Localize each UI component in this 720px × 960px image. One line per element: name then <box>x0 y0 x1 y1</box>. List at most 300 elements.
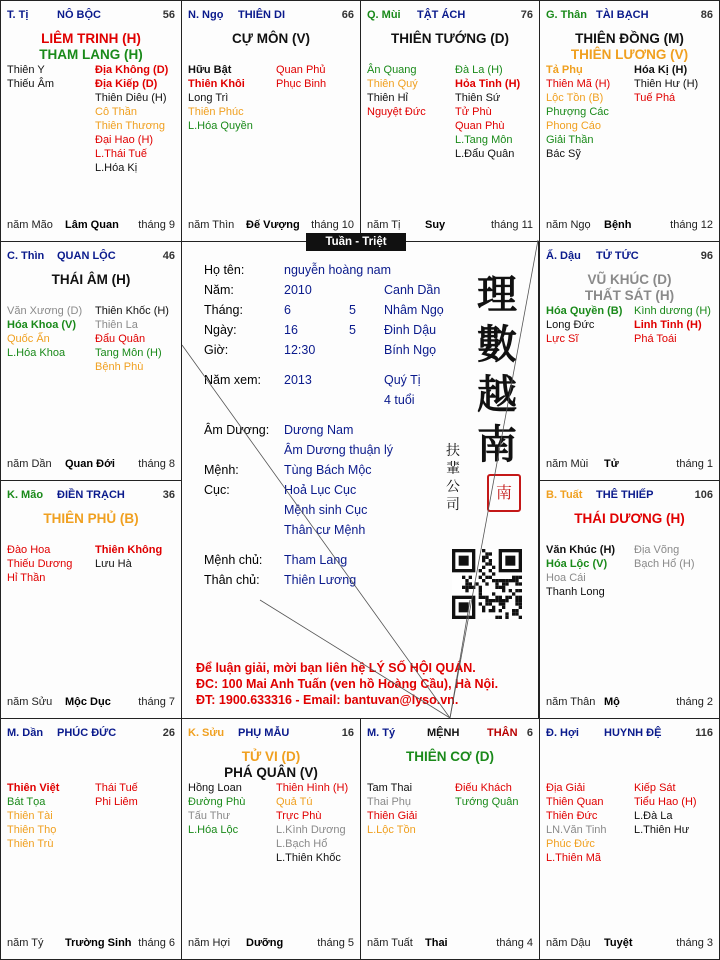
palace-year: năm Tý <box>7 937 44 949</box>
minor-star: Đà La (H) <box>455 64 503 76</box>
palace-stage: Mộ <box>604 696 620 708</box>
info-value: 16 <box>284 323 298 337</box>
star-column-right <box>95 63 182 175</box>
info-value: Dương Nam <box>284 423 354 437</box>
minor-star: L.Thiên Khốc <box>276 852 341 864</box>
palace-header <box>546 727 713 741</box>
palace-month: tháng 6 <box>138 937 175 949</box>
info-value: 2010 <box>284 283 312 297</box>
minor-star: Quan Phù <box>455 120 505 132</box>
palace-footer <box>188 937 354 951</box>
contact-line: ĐC: 100 Mai Anh Tuấn (ven hồ Hoàng Cầu), Hà Nội. <box>196 677 499 691</box>
palace-month: tháng 2 <box>676 696 713 708</box>
info-lunar-value: 5 <box>349 323 356 337</box>
palace-cell-thin[interactable] <box>0 241 182 481</box>
tuan-triet-label: Tuần - Triệt <box>306 233 406 251</box>
star-column-left <box>7 781 95 851</box>
palace-stage: Bệnh <box>604 219 632 231</box>
info-canchi: Bính Ngọ <box>384 343 437 357</box>
minor-star: Thiên Trù <box>7 838 54 850</box>
info-value: Thiên Lương <box>284 573 357 587</box>
minor-star: Hoa Cái <box>546 572 586 584</box>
palace-header <box>546 250 713 264</box>
minor-star: Thiếu Dương <box>7 558 73 570</box>
minor-star: Thiên Giải <box>367 810 418 822</box>
palace-name: TỬ TỨC <box>596 250 639 262</box>
minor-star: LN.Văn Tinh <box>546 824 607 836</box>
star-column-left <box>546 63 634 161</box>
info-label: Tháng: <box>204 303 243 317</box>
contact-line: ĐT: 1900.633316 - Email: bantuvan@lyso.vn. <box>196 693 459 707</box>
minor-star: Thiếu Âm <box>7 78 55 90</box>
info-value: 12:30 <box>284 343 316 357</box>
palace-branch: K. Sửu <box>188 727 225 739</box>
minor-star: L.Đẩu Quân <box>455 148 515 160</box>
palace-age: 86 <box>700 9 713 21</box>
palace-stage: Thai <box>425 937 448 949</box>
palace-header <box>7 9 175 23</box>
palace-branch: K. Mão <box>7 489 44 501</box>
palace-age: 116 <box>695 727 713 739</box>
palace-month: tháng 7 <box>138 696 175 708</box>
minor-star: Thiên Khôi <box>188 78 245 90</box>
palace-header <box>7 727 175 741</box>
palace-name: MỆNH <box>427 727 460 739</box>
minor-star: Hóa Khoa (V) <box>7 319 77 331</box>
palace-cell-ti[interactable] <box>360 718 540 960</box>
calligraphy-char: 數 <box>477 321 517 368</box>
palace-footer <box>367 219 533 233</box>
minor-star: L.Thái Tuế <box>95 148 147 160</box>
palace-footer <box>367 937 533 951</box>
minor-star: Trực Phù <box>276 810 322 822</box>
info-value: 2013 <box>284 373 312 387</box>
minor-star: Bác Sỹ <box>546 148 581 160</box>
info-value: Mệnh sinh Cục <box>284 503 368 517</box>
minor-star: Hóa Quyền (B) <box>546 305 623 317</box>
minor-star: Lực Sĩ <box>546 333 579 345</box>
minor-star: L.Hóa Kị <box>95 162 138 174</box>
main-stars <box>540 31 719 63</box>
center-info-panel <box>181 241 539 719</box>
star-column-left <box>546 304 634 346</box>
minor-star: Hóa Kị (H) <box>634 64 688 76</box>
minor-star: Phá Toái <box>634 333 677 345</box>
minor-star: L.Hóa Lộc <box>188 824 239 836</box>
palace-stage: Suy <box>425 219 446 231</box>
main-stars <box>1 511 181 527</box>
small-char: 公 <box>446 479 460 495</box>
palace-age: 76 <box>520 9 533 21</box>
main-stars <box>361 31 539 47</box>
palace-footer <box>7 696 175 710</box>
palace-name: QUAN LỘC <box>57 250 116 262</box>
palace-name: THÊ THIẾP <box>596 489 654 501</box>
minor-star: Điếu Khách <box>455 782 512 794</box>
palace-footer <box>7 458 175 472</box>
main-star: TỬ VI (D) <box>241 749 301 764</box>
palace-branch: Ấ. Dậu <box>546 250 581 262</box>
minor-star: Thanh Long <box>546 586 605 598</box>
palace-footer <box>546 458 713 472</box>
info-value: Hoả Lục Cục <box>284 483 357 497</box>
calligraphy-char: 理 <box>477 271 517 318</box>
minor-star: L.Hóa Khoa <box>7 347 66 359</box>
minor-star: Thiên Phúc <box>188 106 244 118</box>
minor-star: Hỉ Thần <box>7 572 46 584</box>
main-star: PHÁ QUÂN (V) <box>224 765 318 780</box>
minor-star: Long Trì <box>188 92 229 104</box>
palace-month: tháng 1 <box>676 458 713 470</box>
palace-month: tháng 10 <box>311 219 354 231</box>
minor-star: Thai Phụ <box>367 796 412 808</box>
palace-year: năm Mùi <box>546 458 589 470</box>
main-star: THAM LANG (H) <box>39 47 143 62</box>
minor-star: Tướng Quân <box>455 796 519 808</box>
palace-branch: N. Ngọ <box>188 9 224 21</box>
info-lunar-value: 5 <box>349 303 356 317</box>
minor-star: L.Lộc Tồn <box>367 824 416 836</box>
palace-footer <box>7 219 175 233</box>
main-star: THÁI DƯƠNG (H) <box>574 511 685 526</box>
minor-star: Nguyệt Đức <box>367 106 426 118</box>
palace-age: 46 <box>162 250 175 262</box>
minor-star: Bệnh Phù <box>95 361 144 373</box>
minor-star: Địa Kiếp (D) <box>95 78 158 90</box>
minor-star: Hỏa Tinh (H) <box>455 78 521 90</box>
minor-star: Hữu Bật <box>188 64 232 76</box>
palace-stage: Tử <box>604 458 619 470</box>
star-column-left <box>7 63 95 91</box>
minor-star: Hóa Lộc (V) <box>546 558 608 570</box>
palace-stage: Tuyệt <box>604 937 633 949</box>
palace-cell-ty[interactable] <box>0 0 182 242</box>
star-column-right <box>95 543 182 571</box>
palace-month: tháng 8 <box>138 458 175 470</box>
palace-age: 26 <box>162 727 175 739</box>
star-column-right <box>455 63 540 161</box>
info-label: Thân chủ: <box>204 573 260 587</box>
minor-star: Đường Phù <box>188 796 246 808</box>
palace-name: PHỤ MẪU <box>238 727 290 739</box>
star-column-left <box>367 781 455 837</box>
minor-star: Thiên Hư (H) <box>634 78 699 90</box>
info-label: Mệnh chủ: <box>204 553 263 567</box>
palace-branch: C. Thìn <box>7 250 45 262</box>
palace-year: năm Sửu <box>7 696 53 708</box>
palace-header <box>367 9 533 23</box>
palace-name: ĐIỀN TRẠCH <box>57 489 125 501</box>
small-char: 輩 <box>446 461 460 477</box>
palace-age: 6 <box>526 727 533 739</box>
minor-star: Thiên Khốc (H) <box>95 305 169 317</box>
main-star: LIÊM TRINH (H) <box>41 31 141 46</box>
palace-year: năm Ngọ <box>546 219 591 231</box>
info-value: Tham Lang <box>284 553 348 567</box>
minor-star: Lưu Hà <box>95 558 132 570</box>
palace-month: tháng 4 <box>496 937 533 949</box>
minor-star: L.Kình Dương <box>276 824 346 836</box>
info-canchi: Canh Dần <box>384 283 441 297</box>
red-seal-stamp: 南 <box>487 474 521 512</box>
minor-star: Quốc Ấn <box>7 333 50 345</box>
palace-stage: Dưỡng <box>246 937 284 949</box>
palace-cell-ngo[interactable] <box>181 0 361 242</box>
palace-name: NÔ BỘC <box>57 9 101 21</box>
palace-name: PHÚC ĐỨC <box>57 727 117 739</box>
palace-year: năm Mão <box>7 219 53 231</box>
palace-age: 36 <box>162 489 175 501</box>
info-label: Mệnh: <box>204 463 239 477</box>
palace-name: TÀI BẠCH <box>596 9 649 21</box>
minor-star: Phục Binh <box>276 78 327 90</box>
palace-age: 16 <box>341 727 354 739</box>
minor-star: Thiên La <box>95 319 138 331</box>
palace-stage: Đế Vượng <box>246 219 300 231</box>
minor-star: Địa Không (D) <box>95 64 169 76</box>
minor-star: L.Đà La <box>634 810 673 822</box>
star-column-left <box>188 63 276 133</box>
main-star: THẤT SÁT (H) <box>584 288 675 303</box>
palace-header <box>188 9 354 23</box>
palace-cell-dan[interactable] <box>0 718 182 960</box>
minor-star: L.Hóa Quyền <box>188 120 253 132</box>
minor-star: Thiên Đức <box>546 810 598 822</box>
info-value: 6 <box>284 303 291 317</box>
main-stars <box>540 511 719 527</box>
than-marker: THÂN <box>487 727 518 739</box>
minor-star: Quả Tú <box>276 796 313 808</box>
minor-star: Tả Phụ <box>546 64 583 76</box>
palace-age: 66 <box>341 9 354 21</box>
palace-year: năm Thìn <box>188 219 235 231</box>
minor-star: Bát Tọa <box>7 796 46 808</box>
palace-year: năm Tuất <box>367 937 413 949</box>
palace-header <box>7 250 175 264</box>
star-column-right <box>634 781 720 837</box>
minor-star: Thiên Tài <box>7 810 53 822</box>
main-star: THIÊN CƠ (D) <box>405 749 494 764</box>
minor-star: Bạch Hổ (H) <box>634 558 695 570</box>
palace-stage: Trường Sinh <box>65 937 132 949</box>
info-canchi: 4 tuổi <box>384 393 415 407</box>
info-label: Cục: <box>204 483 230 497</box>
main-star: THIÊN TƯỚNG (D) <box>391 31 509 46</box>
minor-star: Linh Tinh (H) <box>634 319 702 331</box>
minor-star: Phượng Các <box>546 106 609 118</box>
palace-year: năm Dần <box>7 458 52 470</box>
calligraphy-char: 越 <box>477 371 517 418</box>
palace-year: năm Dậu <box>546 937 591 949</box>
minor-star: Tuế Phá <box>634 92 676 104</box>
minor-star: Thiên Sứ <box>455 92 501 104</box>
minor-star: Địa Võng <box>634 544 680 556</box>
contact-line: Để luận giải, mời bạn liên hệ LÝ SỐ HỘI QUÁN. <box>196 661 476 675</box>
star-column-left <box>7 543 95 585</box>
main-stars <box>540 272 719 304</box>
star-column-right <box>634 304 720 346</box>
main-star: THIÊN PHỦ (B) <box>43 511 139 526</box>
palace-cell-mui[interactable] <box>360 0 540 242</box>
palace-branch: T. Tị <box>7 9 29 21</box>
calligraphy-text <box>472 270 522 470</box>
palace-branch: Q. Mùi <box>367 9 401 21</box>
star-column-right <box>95 304 182 374</box>
minor-star: L.Thiên Hư <box>634 824 690 836</box>
info-label: Ngày: <box>204 323 237 337</box>
minor-star: Quan Phủ <box>276 64 326 76</box>
minor-star: Văn Khúc (H) <box>546 544 616 556</box>
info-canchi: Quý Tị <box>384 373 421 387</box>
minor-star: Phi Liêm <box>95 796 138 808</box>
palace-branch: M. Tý <box>367 727 396 739</box>
main-star: THÁI ÂM (H) <box>51 272 131 287</box>
minor-star: Lộc Tồn (B) <box>546 92 604 104</box>
info-value: nguyễn hoàng nam <box>284 263 392 277</box>
star-column-left <box>546 543 634 599</box>
star-column-right <box>95 781 182 809</box>
star-column-right <box>276 781 361 865</box>
palace-month: tháng 9 <box>138 219 175 231</box>
star-column-right <box>634 63 720 105</box>
palace-footer <box>7 937 175 951</box>
palace-stage: Lâm Quan <box>65 219 119 231</box>
palace-cell-hoi[interactable] <box>539 718 720 960</box>
star-column-left <box>367 63 455 119</box>
palace-footer <box>546 219 713 233</box>
main-star: VŨ KHÚC (D) <box>587 272 672 287</box>
calligraphy-char: 南 <box>477 421 517 468</box>
palace-month: tháng 3 <box>676 937 713 949</box>
minor-star: Thiên Quý <box>367 78 418 90</box>
palace-header <box>546 489 713 503</box>
minor-star: Thiên Y <box>7 64 45 76</box>
minor-star: Hồng Loan <box>188 782 242 794</box>
star-column-right <box>455 781 540 809</box>
palace-branch: G. Thân <box>546 9 587 21</box>
info-value: Âm Dương thuận lý <box>284 443 393 457</box>
minor-star: Tiểu Hao (H) <box>634 796 697 808</box>
main-star: THIÊN LƯƠNG (V) <box>570 47 689 62</box>
main-stars <box>361 749 539 765</box>
minor-star: Ân Quang <box>367 64 417 76</box>
star-column-right <box>276 63 361 91</box>
palace-cell-tuat[interactable] <box>539 480 720 719</box>
palace-footer <box>546 696 713 710</box>
minor-star: Tang Môn (H) <box>95 347 162 359</box>
info-canchi: Nhâm Ngọ <box>384 303 444 317</box>
minor-star: Thái Tuế <box>95 782 138 794</box>
minor-star: Thiên Thọ <box>7 824 57 836</box>
main-star: CỰ MÔN (V) <box>232 31 310 46</box>
minor-star: L.Thiên Mã <box>546 852 602 864</box>
palace-branch: M. Dần <box>7 727 44 739</box>
minor-star: Thiên Thương <box>95 120 166 132</box>
palace-name: HUYNH ĐỆ <box>604 727 662 739</box>
info-canchi: Đinh Dậu <box>384 323 437 337</box>
palace-month: tháng 5 <box>317 937 354 949</box>
minor-star: Tấu Thư <box>188 810 231 822</box>
palace-year: năm Tị <box>367 219 401 231</box>
main-stars <box>182 31 360 47</box>
palace-name: THIÊN DI <box>238 9 286 21</box>
minor-star: L.Bạch Hổ <box>276 838 328 850</box>
palace-header <box>546 9 713 23</box>
palace-header <box>188 727 354 741</box>
minor-star: Tam Thai <box>367 782 413 794</box>
minor-star: Phúc Đức <box>546 838 595 850</box>
minor-star: Thiên Hỉ <box>367 92 408 104</box>
main-stars <box>1 272 181 288</box>
small-char: 扶 <box>446 443 460 459</box>
palace-cell-suu[interactable] <box>181 718 361 960</box>
minor-star: Thiên Diêu (H) <box>95 92 167 104</box>
palace-name: TẬT ÁCH <box>417 9 466 21</box>
main-star: THIÊN ĐỒNG (M) <box>575 31 684 46</box>
minor-star: Kình dương (H) <box>634 305 711 317</box>
palace-year: năm Thân <box>546 696 596 708</box>
minor-star: Long Đức <box>546 319 595 331</box>
minor-star: Phong Cáo <box>546 120 602 132</box>
minor-star: Đẩu Quân <box>95 333 146 345</box>
palace-header <box>7 489 175 503</box>
minor-star: Văn Xương (D) <box>7 305 83 317</box>
minor-star: Thiên Mã (H) <box>546 78 611 90</box>
info-label: Giờ: <box>204 343 229 357</box>
minor-star: Thiên Quan <box>546 796 604 808</box>
palace-footer <box>546 937 713 951</box>
star-column-right <box>634 543 720 571</box>
palace-age: 96 <box>700 250 713 262</box>
minor-star: Thiên Việt <box>7 782 60 794</box>
minor-star: Tử Phù <box>455 106 492 118</box>
main-stars <box>1 31 181 63</box>
star-column-left <box>188 781 276 837</box>
star-column-left <box>7 304 95 360</box>
minor-star: Đào Hoa <box>7 544 51 556</box>
info-label: Năm xem: <box>204 373 261 387</box>
info-value: Thân cư Mệnh <box>284 523 366 537</box>
info-label: Âm Dương: <box>204 423 270 437</box>
palace-branch: Đ. Hợi <box>546 727 579 739</box>
palace-cell-dau[interactable] <box>539 241 720 481</box>
minor-star: Đại Hao (H) <box>95 134 154 146</box>
palace-header <box>367 727 533 741</box>
palace-cell-mao[interactable] <box>0 480 182 719</box>
info-value: Tùng Bách Mộc <box>284 463 372 477</box>
palace-stage: Mộc Dục <box>65 696 111 708</box>
palace-cell-than[interactable] <box>539 0 720 242</box>
palace-footer <box>188 219 354 233</box>
minor-star: Địa Giải <box>546 782 586 794</box>
minor-star: Thiên Hình (H) <box>276 782 349 794</box>
palace-year: năm Hợi <box>188 937 231 949</box>
minor-star: L.Tang Môn <box>455 134 513 146</box>
small-calligraphy <box>444 442 462 514</box>
minor-star: Thiên Không <box>95 544 163 556</box>
palace-age: 106 <box>694 489 713 501</box>
qr-code-icon[interactable] <box>452 549 522 619</box>
info-label: Họ tên: <box>204 263 245 277</box>
palace-age: 56 <box>162 9 175 21</box>
star-column-left <box>546 781 634 865</box>
palace-stage: Quan Đới <box>65 458 115 470</box>
palace-month: tháng 12 <box>670 219 713 231</box>
minor-star: Cô Thần <box>95 106 137 118</box>
info-label: Năm: <box>204 283 234 297</box>
small-char: 司 <box>446 497 460 513</box>
minor-star: Giải Thần <box>546 134 594 146</box>
